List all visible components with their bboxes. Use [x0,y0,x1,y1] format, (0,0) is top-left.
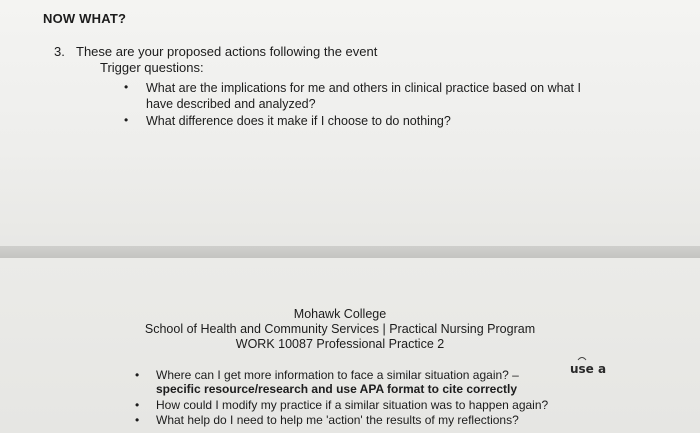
college-name: Mohawk College [293,307,387,321]
question-text: These are your proposed actions following the event [76,44,378,59]
section-heading: NOW WHAT? [43,11,127,26]
modify-practice-question: How could I modify my practice if a similar situation was to happen again? [156,398,549,412]
bullet-dot-icon: • [135,398,140,412]
page-gap [0,246,700,258]
school-name: School of Health and Community Services | Practical Nursing Program [144,322,536,336]
trigger-question-1-cont: have described and analyzed? [146,97,316,111]
help-needed-question: What help do I need to help me 'action' the results of my reflections? [156,413,519,427]
bullet-dot-icon: • [135,413,140,427]
course-name: WORK 10087 Professional Practice 2 [235,337,445,351]
handwritten-note-text: use a [570,362,607,376]
bullet-dot-icon: • [135,368,140,382]
question-number: 3. [54,44,65,59]
bullet-dot-icon: • [124,113,129,127]
handwritten-note [568,356,618,383]
trigger-question-2: What difference does it make if I choose to do nothing? [146,114,451,128]
resource-question-cont: specific resource/research and use APA format to cite correctly [156,382,518,396]
trigger-question-1: What are the implications for me and others in clinical practice based on what I [146,81,581,95]
resource-question: Where can I get more information to face a similar situation again? – [156,368,519,382]
trigger-label: Trigger questions: [100,60,204,75]
bullet-dot-icon: • [124,80,129,94]
handwritten-note-graphic [568,356,618,378]
